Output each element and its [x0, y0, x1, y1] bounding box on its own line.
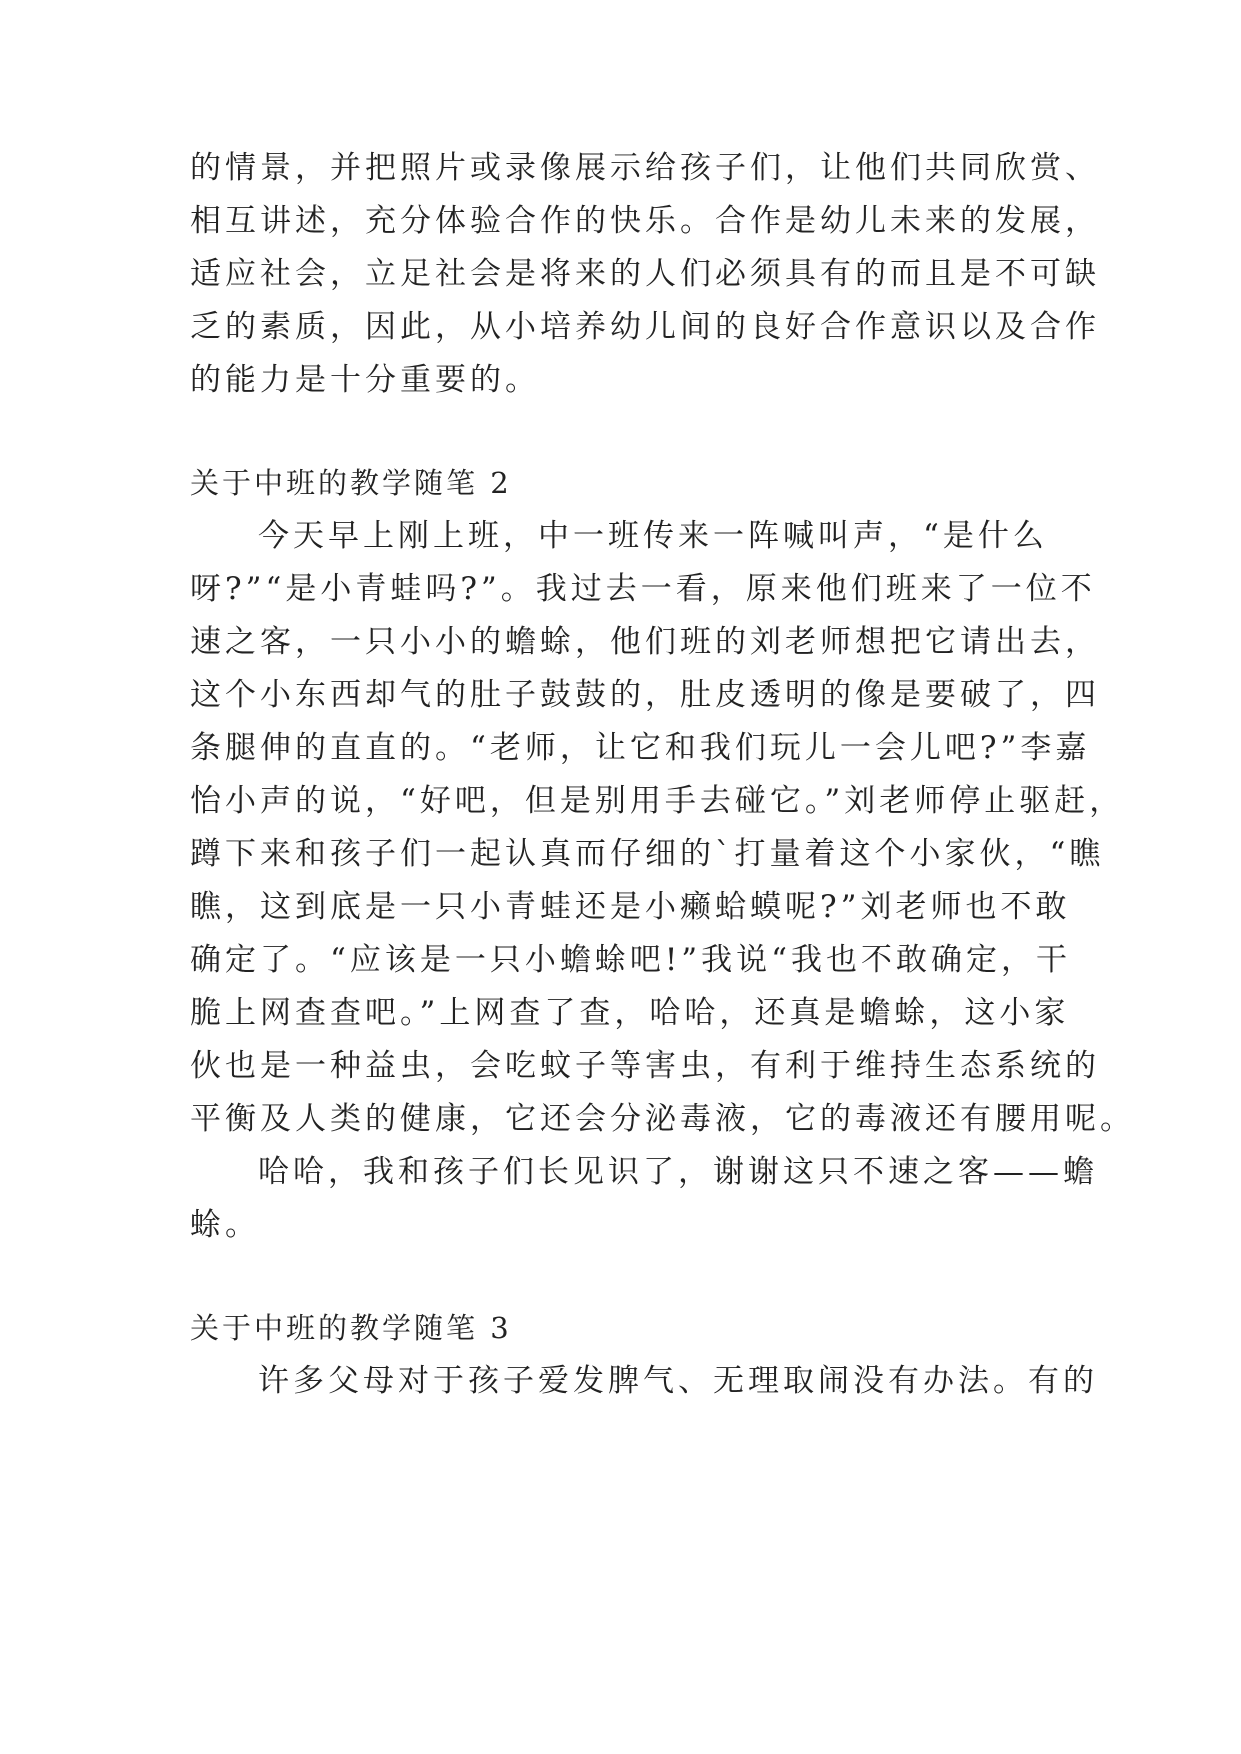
paragraph-line: 适应社会，立足社会是将来的人们必须具有的而且是不可缺	[190, 256, 1100, 292]
paragraph-line: 伙也是一种益虫，会吃蚊子等害虫，有利于维持生态系统的	[190, 1048, 1100, 1084]
paragraph-line: 平衡及人类的健康，它还会分泌毒液，它的毒液还有腰用呢。	[190, 1101, 1135, 1137]
paragraph-line: 蹲下来和孩子们一起认真而仔细的`打量着这个小家伙，“瞧	[190, 836, 1105, 872]
paragraph-line: 许多父母对于孩子爱发脾气、无理取闹没有办法。有的	[258, 1363, 1098, 1399]
paragraph-line: 呀?”“是小青蛙吗?”。我过去一看，原来他们班来了一位不	[190, 571, 1096, 607]
paragraph-line: 怡小声的说，“好吧，但是别用手去碰它。”刘老师停止驱赶，	[190, 783, 1125, 819]
paragraph-line: 乏的素质，因此，从小培养幼儿间的良好合作意识以及合作	[190, 309, 1100, 345]
paragraph-line: 这个小东西却气的肚子鼓鼓的，肚皮透明的像是要破了，四	[190, 677, 1100, 713]
paragraph-line: 相互讲述，充分体验合作的快乐。合作是幼儿未来的发展，	[190, 203, 1100, 239]
paragraph-line: 瞧，这到底是一只小青蛙还是小癞蛤蟆呢?”刘老师也不敢	[190, 889, 1071, 925]
paragraph-line: 确定了。“应该是一只小蟾蜍吧!”我说“我也不敢确定，干	[190, 942, 1071, 978]
paragraph-line: 脆上网查查吧。”上网查了查，哈哈，还真是蟾蜍，这小家	[190, 995, 1070, 1031]
paragraph-line: 今天早上刚上班，中一班传来一阵喊叫声，“是什么	[258, 518, 1048, 554]
paragraph-line: 的能力是十分重要的。	[190, 362, 540, 398]
section-heading: 关于中班的教学随笔 3	[190, 1311, 512, 1345]
paragraph-line: 哈哈，我和孩子们长见识了，谢谢这只不速之客——蟾	[258, 1154, 1098, 1190]
section-heading: 关于中班的教学随笔 2	[190, 466, 512, 500]
paragraph-line: 速之客，一只小小的蟾蜍，他们班的刘老师想把它请出去，	[190, 624, 1100, 660]
paragraph-line: 蜍。	[190, 1207, 260, 1243]
paragraph-line: 的情景，并把照片或录像展示给孩子们，让他们共同欣赏、	[190, 150, 1100, 186]
paragraph-line: 条腿伸的直直的。“老师，让它和我们玩儿一会儿吧?”李嘉	[190, 730, 1091, 766]
